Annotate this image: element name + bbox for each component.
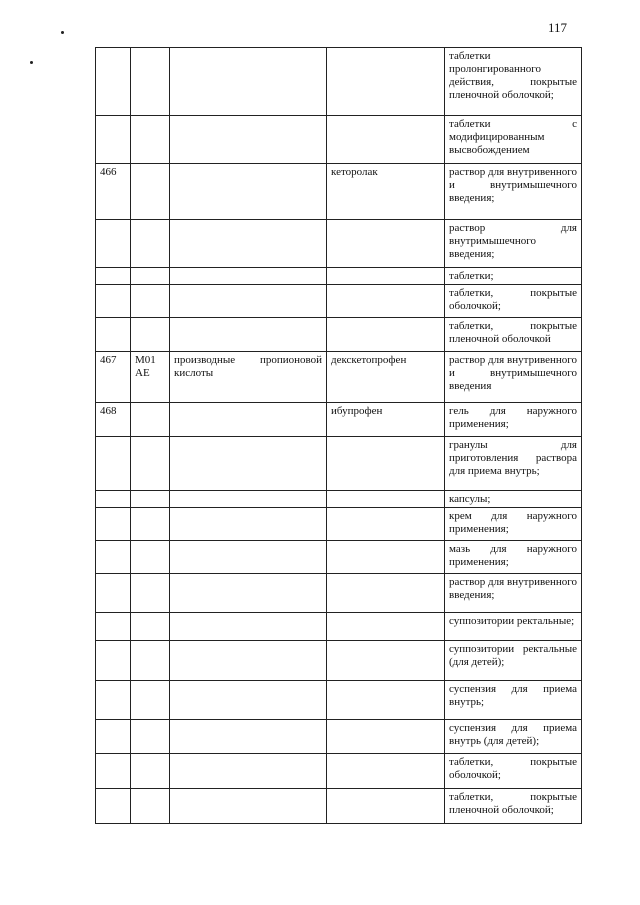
cell-number: [96, 681, 131, 720]
cell-number: [96, 285, 131, 318]
cell-drug-name: кеторолак: [327, 164, 445, 220]
cell-pharmacological-group: [170, 541, 327, 574]
cell-drug-name: [327, 318, 445, 352]
cell-dosage-form: раствор для внутривенного введения;: [445, 574, 582, 613]
cell-number: [96, 116, 131, 164]
cell-number: [96, 720, 131, 754]
cell-pharmacological-group: [170, 285, 327, 318]
cell-number: [96, 268, 131, 285]
table-row: [96, 403, 582, 437]
cell-drug-name: [327, 641, 445, 681]
scan-speck: [30, 61, 33, 64]
cell-atc-code: [131, 48, 170, 116]
table-row: [96, 318, 582, 352]
cell-dosage-form: таблетки;: [445, 268, 582, 285]
table-row: [96, 681, 582, 720]
cell-drug-name: [327, 789, 445, 824]
table-row: [96, 48, 582, 116]
cell-pharmacological-group: [170, 48, 327, 116]
cell-pharmacological-group: [170, 116, 327, 164]
cell-pharmacological-group: [170, 403, 327, 437]
medication-table-body: [96, 48, 582, 824]
cell-number: [96, 508, 131, 541]
table-row: [96, 574, 582, 613]
table-row: [96, 116, 582, 164]
cell-atc-code: [131, 508, 170, 541]
cell-dosage-form: таблетки пролонгированного действия, покрытые пленочной оболочкой;: [445, 48, 582, 116]
cell-dosage-form: таблетки, покрытые оболочкой;: [445, 754, 582, 789]
cell-atc-code: [131, 285, 170, 318]
table-row: [96, 720, 582, 754]
cell-drug-name: [327, 437, 445, 491]
table-row: [96, 220, 582, 268]
table-row: [96, 164, 582, 220]
cell-dosage-form: суппозитории ректальные (для детей);: [445, 641, 582, 681]
cell-atc-code: [131, 789, 170, 824]
cell-atc-code: [131, 318, 170, 352]
cell-atc-code: [131, 220, 170, 268]
table-row: [96, 789, 582, 824]
cell-pharmacological-group: производные пропионовой кислоты: [170, 352, 327, 403]
cell-atc-code: [131, 754, 170, 789]
cell-number: [96, 541, 131, 574]
cell-pharmacological-group: [170, 508, 327, 541]
cell-number: 466: [96, 164, 131, 220]
cell-dosage-form: раствор для внутривенного и внутримышечного введения;: [445, 164, 582, 220]
cell-dosage-form: суппозитории ректальные;: [445, 613, 582, 641]
cell-pharmacological-group: [170, 681, 327, 720]
cell-pharmacological-group: [170, 574, 327, 613]
cell-number: [96, 574, 131, 613]
cell-number: [96, 641, 131, 681]
cell-number: [96, 437, 131, 491]
cell-atc-code: [131, 681, 170, 720]
cell-drug-name: [327, 541, 445, 574]
cell-atc-code: M01 AE: [131, 352, 170, 403]
cell-atc-code: [131, 164, 170, 220]
cell-drug-name: [327, 574, 445, 613]
cell-drug-name: [327, 508, 445, 541]
table-row: [96, 285, 582, 318]
cell-drug-name: [327, 268, 445, 285]
cell-number: [96, 789, 131, 824]
cell-number: [96, 318, 131, 352]
cell-number: [96, 754, 131, 789]
cell-dosage-form: суспензия для приема внутрь (для детей);: [445, 720, 582, 754]
cell-atc-code: [131, 437, 170, 491]
cell-drug-name: [327, 220, 445, 268]
cell-number: [96, 220, 131, 268]
cell-atc-code: [131, 491, 170, 508]
cell-dosage-form: раствор для внутривенного и внутримышечного введения: [445, 352, 582, 403]
table-row: [96, 613, 582, 641]
table-row: [96, 352, 582, 403]
cell-number: [96, 491, 131, 508]
table-row: [96, 491, 582, 508]
cell-drug-name: [327, 491, 445, 508]
cell-pharmacological-group: [170, 613, 327, 641]
cell-atc-code: [131, 641, 170, 681]
cell-drug-name: [327, 720, 445, 754]
cell-dosage-form: суспензия для приема внутрь;: [445, 681, 582, 720]
cell-dosage-form: раствор для внутримышечного введения;: [445, 220, 582, 268]
cell-atc-code: [131, 403, 170, 437]
cell-drug-name: декскетопрофен: [327, 352, 445, 403]
cell-pharmacological-group: [170, 164, 327, 220]
cell-dosage-form: гранулы для приготовления раствора для приема внутрь;: [445, 437, 582, 491]
page-number: 117: [548, 20, 568, 35]
cell-dosage-form: таблетки, покрытые пленочной оболочкой: [445, 318, 582, 352]
cell-pharmacological-group: [170, 754, 327, 789]
cell-drug-name: [327, 681, 445, 720]
cell-pharmacological-group: [170, 491, 327, 508]
cell-drug-name: [327, 613, 445, 641]
cell-pharmacological-group: [170, 220, 327, 268]
cell-drug-name: ибупрофен: [327, 403, 445, 437]
table-row: [96, 268, 582, 285]
cell-drug-name: [327, 754, 445, 789]
cell-atc-code: [131, 720, 170, 754]
table-row: [96, 508, 582, 541]
cell-dosage-form: крем для наружного применения;: [445, 508, 582, 541]
cell-number: 468: [96, 403, 131, 437]
cell-drug-name: [327, 116, 445, 164]
cell-pharmacological-group: [170, 437, 327, 491]
cell-atc-code: [131, 116, 170, 164]
cell-pharmacological-group: [170, 318, 327, 352]
scan-speck: [61, 31, 64, 34]
cell-dosage-form: мазь для наружного применения;: [445, 541, 582, 574]
cell-dosage-form: гель для наружного применения;: [445, 403, 582, 437]
table-row: [96, 641, 582, 681]
cell-drug-name: [327, 48, 445, 116]
table-row: [96, 754, 582, 789]
cell-number: 467: [96, 352, 131, 403]
table-row: [96, 437, 582, 491]
cell-number: [96, 48, 131, 116]
medication-table: [95, 47, 582, 824]
cell-dosage-form: капсулы;: [445, 491, 582, 508]
cell-atc-code: [131, 574, 170, 613]
table-row: [96, 541, 582, 574]
cell-dosage-form: таблетки, покрытые пленочной оболочкой;: [445, 789, 582, 824]
cell-number: [96, 613, 131, 641]
cell-pharmacological-group: [170, 268, 327, 285]
cell-dosage-form: таблетки, покрытые оболочкой;: [445, 285, 582, 318]
cell-atc-code: [131, 268, 170, 285]
cell-pharmacological-group: [170, 789, 327, 824]
cell-pharmacological-group: [170, 641, 327, 681]
cell-atc-code: [131, 541, 170, 574]
cell-pharmacological-group: [170, 720, 327, 754]
cell-atc-code: [131, 613, 170, 641]
cell-dosage-form: таблетки с модифицированным высвобождением: [445, 116, 582, 164]
cell-drug-name: [327, 285, 445, 318]
